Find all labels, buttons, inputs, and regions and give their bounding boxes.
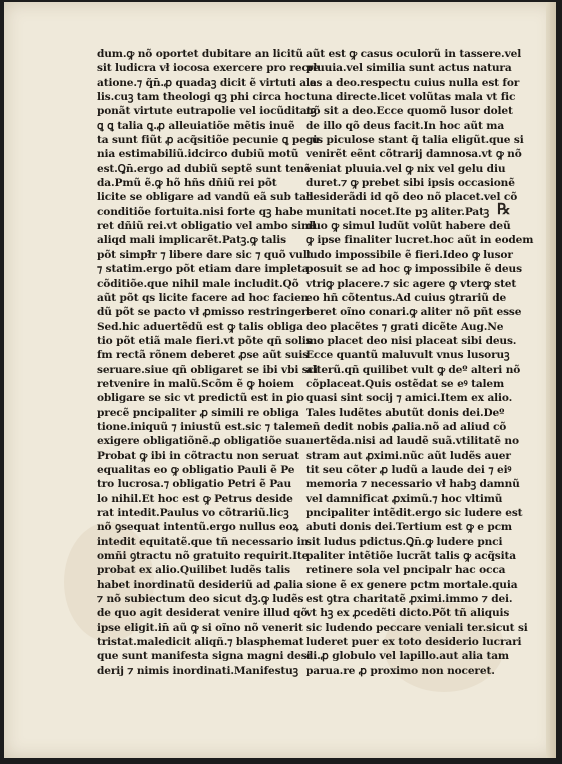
- text-line: tit seu cõter ꝓ ludũ a laude dei ⁊ eiꝰ: [306, 463, 512, 476]
- text-line: tuna directe.licet volũtas mala vt fic: [306, 91, 516, 104]
- text-line: rat intedit.Paulus vo cõtrariũ.licꝫ: [97, 507, 289, 519]
- text-line: gis piculose stant q̃ talia eligũt.que si: [306, 134, 524, 147]
- text-line: aũt põt qs licite facere ad hoc facien: [97, 291, 309, 304]
- right-text-column: [306, 47, 534, 678]
- text-line: quasi sint socij ⁊ amici.Item ex alio.: [306, 392, 513, 405]
- text-line: cõditiõe.que nihil male includit.Qõ: [97, 277, 299, 290]
- text-line: les a deo.respectu cuius nulla est for: [306, 76, 520, 89]
- text-line: Probat ꝙ ibi in cõtractu non seruat: [97, 449, 299, 462]
- text-line: duo ꝙ simul ludũt volũt habere deũ: [306, 220, 511, 233]
- text-line: munitati nocet.Ite pꝫ aliter.Patꝫ: [306, 205, 490, 218]
- text-line: põt simpł̃r ⁊ libere dare sic ⁊ quõ vult: [97, 248, 312, 261]
- text-line: omñi ꝯtractu nõ gratuito requirit.Ite: [97, 550, 309, 563]
- text-line: est ꝯtra charitatẽ ꝓximi.immo ⁊ dei.: [306, 593, 513, 606]
- text-line: ꝗ ꝗ talia ꝗ.ꝓ alleuiatiõe mẽtis inuẽ: [97, 119, 295, 132]
- text-line: licite se obligare ad vandũ eã sub tali: [97, 191, 314, 204]
- text-line: nõ sit a deo.Ecce quomõ lusor dolet: [306, 105, 513, 118]
- text-line: mo placet deo nisi placeat sibi deus.: [306, 334, 517, 347]
- text-line: aũt est ꝙ casus oculorũ in tassere.vel: [306, 48, 522, 60]
- text-line: est.Ꝗn̄.ergo ad dubiũ septẽ sunt tenẽ: [97, 162, 311, 175]
- page-edge: [546, 2, 556, 758]
- text-line: tione.iniquũ ⁊ iniustũ est.sic ⁊ talem: [97, 420, 307, 433]
- text-line: Ecce quantũ maluvult vnus lusoruꝫ: [306, 349, 510, 362]
- text-line: veniat pluuia.vel ꝙ nix vel gelu diu: [306, 162, 506, 175]
- text-line: venirẽt eẽnt cõtrarij damnosa.vt ꝙ nõ: [306, 148, 522, 161]
- text-line: que sunt manifesta signa magni desi: [97, 650, 311, 663]
- text-line: ponãt virtute eutrapolie vel iocũditatꝫ: [97, 105, 317, 118]
- text-line: ꝙ ipse finaliter lucret.hoc aũt in eodem: [306, 234, 534, 247]
- text-line: Tales ludẽtes abutũt donis dei.Deº: [306, 406, 505, 419]
- text-line: retvenire in malũ.Scõm ẽ ꝙ hoiem: [97, 377, 294, 390]
- text-line: Sed.hic aduertẽdũ est ꝙ talis obliga: [97, 320, 303, 333]
- text-line: precẽ pncipaliter ꝓ simili re obliga: [97, 406, 299, 419]
- text-line: obligare se sic vt predictũ est in ꝑio: [97, 392, 304, 405]
- text-line: duret.⁊ ꝙ prebet sibi ipsis occasionẽ: [306, 177, 515, 190]
- text-line: beret oĩno conari.ꝙ aliter nõ pñt esse: [306, 306, 522, 319]
- text-line: alterũ.qñ quilibet vult ꝙ deº alteri nõ: [306, 363, 521, 376]
- text-line: probat ex alio.Quilibet ludẽs talis: [97, 564, 290, 577]
- book-page: [4, 2, 556, 758]
- text-line: ret dñiũ rei.vt obligatio vel ambo simł: [97, 220, 316, 233]
- text-line: sit ludus pdictus.Ꝗn̄.ꝙ ludere pnci: [306, 535, 503, 548]
- text-line: dũ põt se pacto vł ꝓmisso restringere: [97, 306, 314, 319]
- text-line: pluuia.vel similia sunt actus natura: [306, 62, 512, 75]
- text-line: seruare.siue qñ obligaret se ibi vbi sci: [97, 363, 318, 376]
- text-line: ipse eligit.in̄ aũ ꝙ si oĩno nõ venerit: [97, 621, 303, 634]
- text-line: aliqd mali implicarẽt.Patꝫ.ꝙ talis: [97, 234, 286, 247]
- text-line: desiderãdi id qõ deo nõ placet.vel cõ: [306, 191, 518, 204]
- text-line: parua.re ꝓ proximo non noceret.: [306, 664, 495, 677]
- text-line: de quo agit desiderat venire illud qõ: [97, 607, 308, 620]
- text-line: eñ dedit nobis ꝓalia.nõ ad aliud cõ: [306, 420, 507, 433]
- text-line: luderet puer ex toto desiderio lucrari: [306, 636, 522, 649]
- text-line: atione.⁊ q̃n̄.ꝓ quadaꝫ dicit ẽ virtuti aia: [97, 76, 317, 89]
- text-line: sic ludendo peccare veniali ter.sicut si: [306, 621, 528, 634]
- text-line: de illo qõ deus facit.In hoc aũt ma: [306, 119, 505, 132]
- text-line: nõ ꝯsequat intentũ.ergo nullus eoꝝ: [97, 521, 299, 534]
- text-line: habet inordinatũ desideriũ ad ꝓalia: [97, 578, 303, 591]
- text-line: ⁊ statim.ergo põt etiam dare impleta: [97, 263, 309, 276]
- text-line: retinere sola vel pncipalr hac occa: [306, 564, 506, 577]
- text-line: intedit equitatẽ.que tñ necessario in: [97, 535, 309, 548]
- text-line: exigere obligatiõnẽ.ꝓ obligatiõe sua.: [97, 435, 309, 448]
- text-line: tristat.maledicit aliqñ.⁊ blasphemat: [97, 636, 304, 649]
- marginal-mark: ℞: [497, 200, 511, 218]
- text-line: deo placẽtes ⁊ grati dicẽte Aug.Ne: [306, 320, 504, 333]
- text-line: paliter intẽtiõe lucrãt talis ꝙ acq̃sita: [306, 550, 516, 563]
- text-line: ta sunt fiũt ꝓ acq̃sitiõe pecunie ꝗ pecu: [97, 134, 320, 147]
- text-line: lo nihil.Et hoc est ꝙ Petrus deside: [97, 492, 293, 505]
- text-line: memoria ⁊ necessario vł habꝫ damnũ: [306, 478, 520, 491]
- text-line: dum.ꝙ nõ oportet dubitare an licitũ: [97, 48, 303, 60]
- text-line: vt hꝫ ex ꝓcedẽti dicto.Põt tñ aliquis: [306, 607, 510, 620]
- text-line: conditiõe fortuita.nisi forte qꝫ habe: [97, 205, 303, 218]
- left-text-column: [97, 47, 320, 678]
- text-line: vtriꝙ placere.⁊ sic agere ꝙ vterꝙ stet: [306, 277, 517, 290]
- text-line: sione ẽ ex genere pctm mortale.quia: [306, 578, 518, 591]
- text-line: ludo impossibile ẽ fieri.Ideo ꝙ lusor: [306, 248, 513, 261]
- text-line: equalitas eo ꝙ obligatio Pauli ẽ Pe: [97, 463, 295, 476]
- text-line: pncipaliter intẽdit.ergo sic ludere est: [306, 507, 523, 519]
- text-line: nia estimabiliũ.idcirco dubiũ motũ: [97, 148, 299, 161]
- text-line: posuit se ad hoc ꝙ impossibile ẽ deus: [306, 263, 522, 276]
- text-line: di.ꝓ globulo vel lapillo.aut alia tam: [306, 650, 509, 663]
- text-line: abuti donis dei.Tertium est ꝙ e pcm: [306, 521, 512, 534]
- text-line: cõplaceat.Quis ostẽdat se eꝰ talem: [306, 377, 505, 390]
- text-line: fm rectã rõnem deberet ꝓse aũt suis: [97, 349, 309, 362]
- text-line: stram aut ꝓximi.nũc aũt ludẽs auer: [306, 449, 511, 462]
- text-line: eo hñ cõtentus.Ad cuius ꝯtrariũ de: [306, 291, 507, 304]
- text-line: tro lucrosa.⁊ obligatio Petri ẽ Pau: [97, 478, 292, 491]
- text-line: vel damnificat ꝓximũ.⁊ hoc vltimũ: [306, 492, 503, 505]
- text-line: ⁊ nõ subiectum deo sicut dꝫ.ꝙ ludẽs: [97, 593, 304, 606]
- text-line: tio põt etiã male fieri.vt põte qñ solis: [97, 334, 312, 347]
- text-line: uertẽda.nisi ad laudẽ suã.vtilitatẽ no: [306, 435, 519, 448]
- text-line: lis.cuꝫ tam theologi qꝫ phi circa hoc: [97, 91, 306, 104]
- text-line: sit ludicra vł iocosa exercere pro recre: [97, 62, 320, 75]
- text-line: da.Pmũ ẽ.ꝙ hõ hñs dñiũ rei põt: [97, 177, 277, 190]
- text-line: derij ⁊ nimis inordinati.Manifestuꝫ: [97, 664, 298, 677]
